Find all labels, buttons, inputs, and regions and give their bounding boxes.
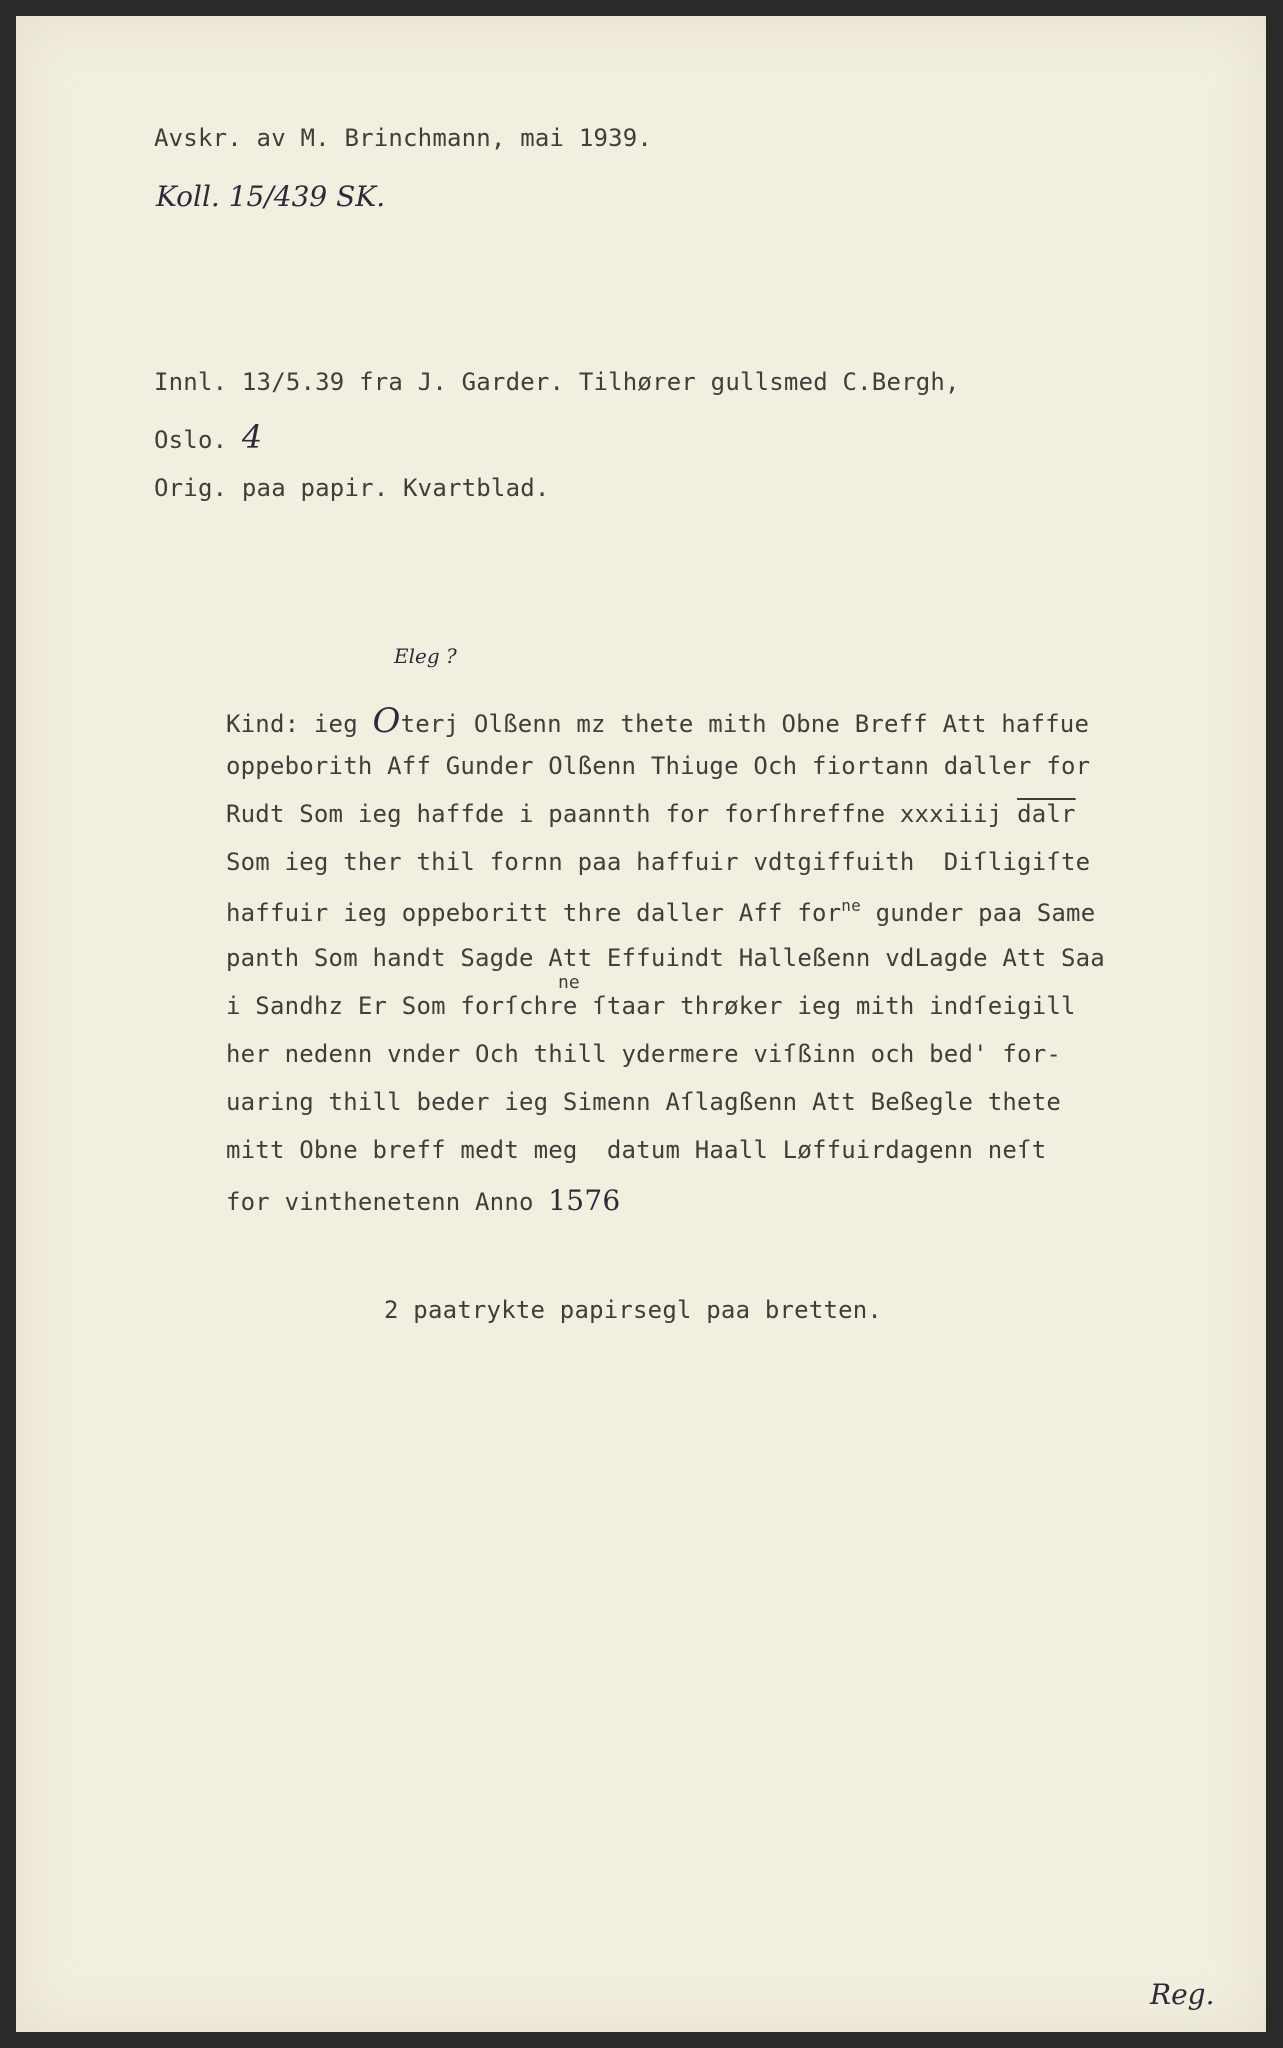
line-3-post: hreffne xxxiiij — [782, 800, 1018, 828]
line-3-pre: Rudt Som ieg haffde i paannth for for — [226, 800, 769, 828]
transcript-line-8: her nedenn vnder Och thill ydermere viſßinn och bed' for- — [226, 1040, 1062, 1068]
transcript-line-10: mitt Obne breff medt meg datum Haall Løffuirdagenn neſt — [226, 1136, 1047, 1164]
checked-note-handwritten: Koll. 15/439 SK. — [156, 180, 386, 213]
transcript-line-2: oppeborith Aff Gunder Olßenn Thiuge Och fiortann daller for — [226, 752, 1091, 780]
line-1-prefix: Kind: ieg — [226, 710, 373, 738]
received-place-text: Oslo. — [154, 426, 228, 454]
document-page — [16, 16, 1266, 2032]
seal-note: 2 paatrykte papirsegl paa bretten. — [384, 1296, 883, 1324]
transcript-line-4: Som ieg ther thil fornn paa haffuir vdtgiffuith Diſligiſte — [226, 848, 1091, 876]
copy-note: Avskr. av M. Brinchmann, mai 1939. — [154, 124, 653, 152]
received-place-handwritten-number: 4 — [241, 418, 263, 456]
line-11-year: 1576 — [548, 1184, 621, 1217]
interlinear-name-handwritten: Eleg ? — [394, 644, 457, 668]
transcript-line-5 — [226, 896, 1095, 927]
transcript-line-11 — [226, 1184, 620, 1217]
line-7-interlinear-superscript: ne — [558, 972, 580, 993]
transcript-line-3 — [226, 800, 1076, 828]
line-5-pre: haffuir ieg oppeboritt thre daller Aff for — [226, 899, 842, 927]
line-5-post: gunder paa Same — [860, 899, 1096, 927]
line-3-abbrev: dalr — [1017, 800, 1076, 828]
original-note: Orig. paa papir. Kvartblad. — [154, 474, 550, 502]
line-5-superscript: ne — [841, 896, 861, 915]
transcript-line-1 — [226, 701, 1090, 741]
line-1-rest: terj Olßenn mz thete mith Obne Breff Att haffue — [400, 710, 1090, 738]
corner-handwritten-note: Reg. — [1150, 1978, 1215, 2011]
received-place — [154, 418, 262, 456]
line-11-text: for vinthenetenn Anno — [226, 1188, 549, 1216]
transcript-line-6: panth Som handt Sagde Att Effuindt Halleßenn vdLagde Att Saa — [226, 944, 1105, 972]
received-note: Innl. 13/5.39 fra J. Garder. Tilhører gullsmed C.Bergh, — [154, 368, 960, 396]
line-3-mark: ſ — [768, 800, 783, 828]
transcript-line-9: uaring thill beder ieg Simenn Aſlagßenn Att Beßegle thete — [226, 1088, 1062, 1116]
transcript-line-7: i Sandhz Er Som forſchre ſtaar thrøker ieg mith indſeigill — [226, 992, 1076, 1020]
line-1-initial: O — [372, 701, 401, 741]
